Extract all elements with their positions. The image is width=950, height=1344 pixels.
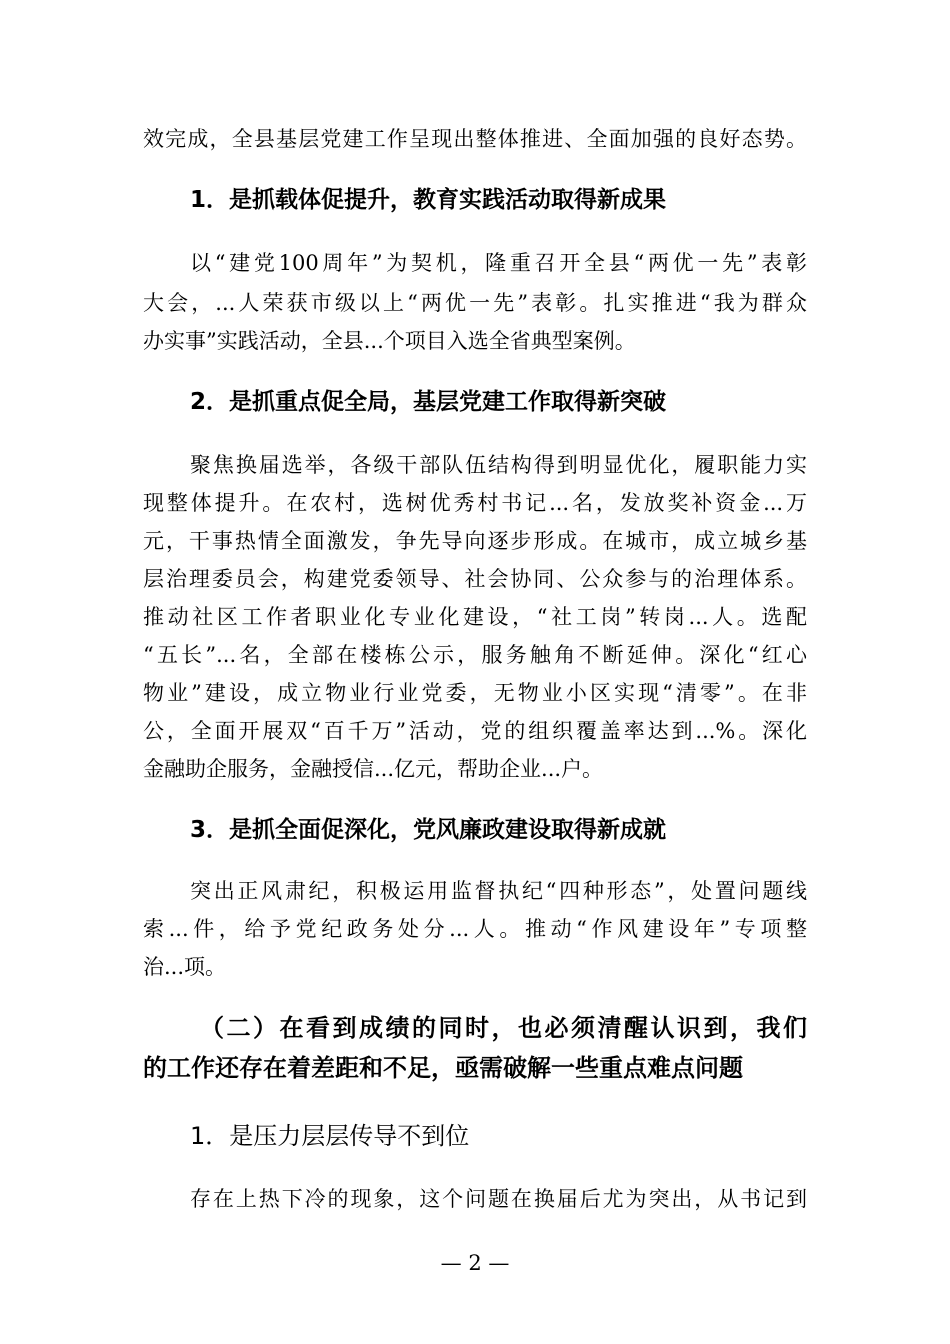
- paragraph-line: 突出正风肃纪，积极运用监督执纪“四种形态”，处置问题线: [190, 879, 807, 903]
- heading-item-1: 1．是抓载体促提升，教育实践活动取得新成果: [190, 187, 667, 213]
- paragraph-line: 聚焦换届选举，各级干部队伍结构得到明显优化，履职能力实: [190, 453, 807, 477]
- paragraph-line: 以“建党100周年”为契机，隆重召开全县“两优一先”表彰: [190, 251, 807, 275]
- paragraph-line: “五长”...名，全部在楼栋公示，服务触角不断延伸。深化“红心: [143, 643, 807, 667]
- paragraph-line: 索...件，给予党纪政务处分...人。推动“作风建设年”专项整: [143, 917, 807, 941]
- paragraph-line: 治...项。: [143, 955, 227, 979]
- section-heading: （二）在看到成绩的同时，也必须清醒认识到，我们: [200, 1013, 807, 1042]
- heading-item-2: 2．是抓重点促全局，基层党建工作取得新突破: [190, 389, 667, 415]
- paragraph-line: 公，全面开展双“百千万”活动，党的组织覆盖率达到...%。深化: [143, 719, 807, 743]
- paragraph-line: 现整体提升。在农村，选树优秀村书记...名，发放奖补资金...万: [143, 491, 807, 515]
- page-number: — 2 —: [440, 1251, 510, 1275]
- paragraph-line: 大会，...人荣获市级以上“两优一先”表彰。扎实推进“我为群众: [143, 291, 807, 315]
- paragraph-line: 金融助企服务，金融授信...亿元，帮助企业...户。: [143, 757, 604, 781]
- heading-item-3: 3．是抓全面促深化，党风廉政建设取得新成就: [190, 817, 667, 843]
- paragraph-line: 办实事”实践活动，全县...个项目入选全省典型案例。: [143, 329, 636, 353]
- heading-item-4: 1．是压力层层传导不到位: [190, 1122, 470, 1150]
- paragraph-line: 物业”建设，成立物业行业党委，无物业小区实现“清零”。在非: [143, 681, 807, 705]
- paragraph-line: 层治理委员会，构建党委领导、社会协同、公众参与的治理体系。: [143, 567, 807, 591]
- paragraph-line: 效完成，全县基层党建工作呈现出整体推进、全面加强的良好态势。: [143, 127, 807, 151]
- paragraph-line: 推动社区工作者职业化专业化建设，“社工岗”转岗...人。选配: [143, 605, 807, 629]
- section-heading: 的工作还存在着差距和不足，亟需破解一些重点难点问题: [143, 1053, 743, 1082]
- paragraph-line: 元，干事热情全面激发，争先导向逐步形成。在城市，成立城乡基: [143, 529, 807, 553]
- paragraph-line: 存在上热下冷的现象，这个问题在换届后尤为突出，从书记到: [190, 1187, 807, 1211]
